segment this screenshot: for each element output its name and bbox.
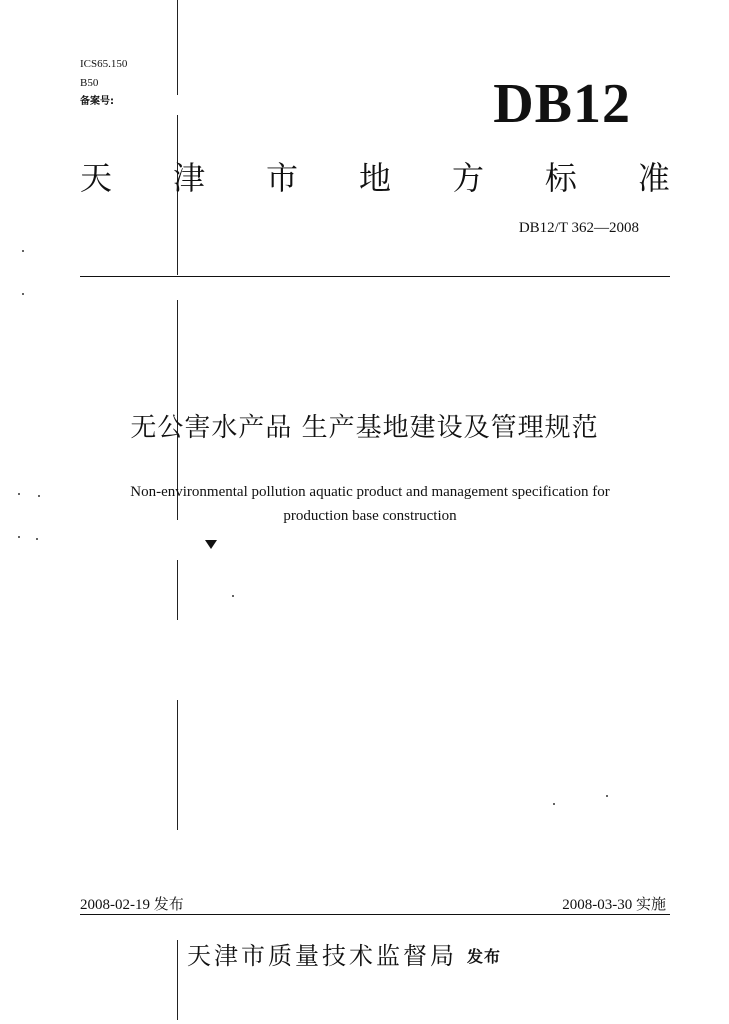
scan-dot-artifact [18, 493, 20, 495]
issue-date: 2008-02-19 发布 [80, 897, 184, 913]
implementation-date: 2008-03-30 实施 [562, 897, 666, 913]
filing-number-label: 备案号: [80, 96, 114, 107]
standard-type-char: 准 [637, 159, 670, 197]
publish-label: 发布 [467, 947, 502, 966]
scan-mark-artifact [205, 540, 217, 549]
standard-type-char: 地 [358, 159, 391, 197]
scan-line-artifact [177, 700, 178, 830]
ccs-code: B50 [80, 77, 99, 89]
standard-type-char: 天 [80, 159, 113, 197]
standard-type-heading [80, 158, 670, 198]
publisher-name: 天津市质量技术监督局 [187, 942, 457, 970]
scan-line-artifact [177, 940, 178, 1020]
scan-dot-artifact [22, 250, 24, 252]
title-chinese: 无公害水产品 生产基地建设及管理规范 [130, 413, 599, 443]
scan-dot-artifact [22, 293, 24, 295]
scan-dot-artifact [232, 595, 234, 597]
standard-type-char: 津 [172, 159, 205, 197]
standard-number: DB12/T 362—2008 [518, 220, 639, 236]
scan-line-artifact [177, 560, 178, 620]
top-divider [80, 276, 670, 277]
scan-dot-artifact [553, 803, 555, 805]
standard-type-char: 标 [544, 159, 577, 197]
title-english [60, 480, 680, 528]
scan-dot-artifact [36, 538, 38, 540]
scan-dot-artifact [18, 536, 20, 538]
standard-code-logo: DB12 [493, 73, 631, 135]
standard-type-char: 市 [265, 159, 298, 197]
scan-dot-artifact [606, 795, 608, 797]
standard-type-char: 方 [451, 159, 484, 197]
scan-dot-artifact [38, 495, 40, 497]
ics-code: ICS65.150 [80, 58, 128, 70]
bottom-divider [80, 914, 670, 915]
scan-line-artifact [177, 0, 178, 95]
title-english-line2: production base construction [283, 508, 457, 524]
publisher [187, 940, 501, 973]
title-english-line1: Non-environmental pollution aquatic product and management specification for [130, 484, 610, 500]
